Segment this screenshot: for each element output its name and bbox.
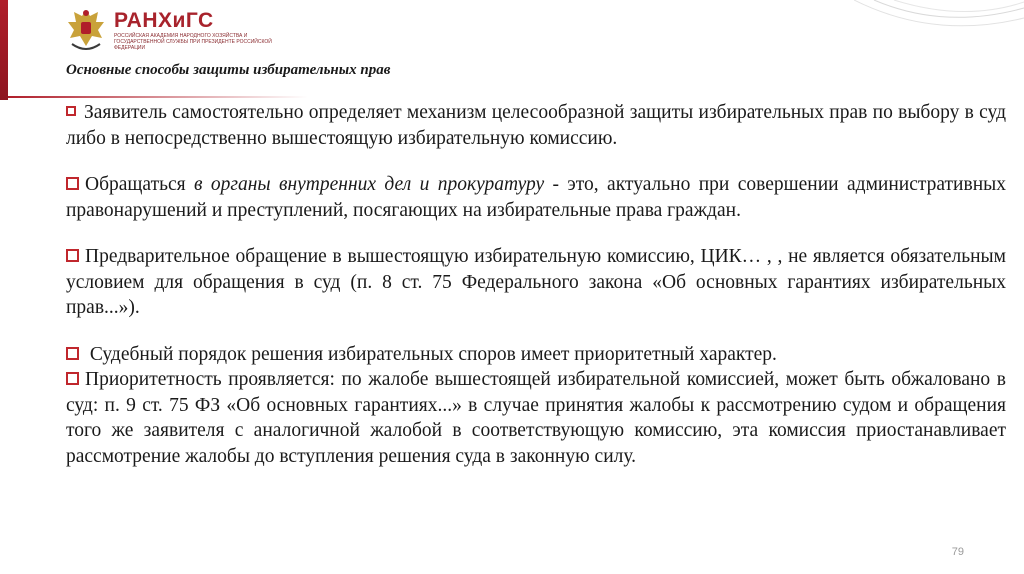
paragraph-text: Приоритетность проявляется: по жалобе вышестоящей избирательной комиссией, может быть обжаловано в суд: п. 9 ст. 75 ФЗ «Об основных гарантиях...» в случае принятия жалобы к рассмотрению судом и обращения того же заявителя с аналогичной жалобой в соответствующую комиссию, эта комиссия приостанавливает рассмотрение жалобы до вступления решения суда в законную силу. [66, 369, 1006, 467]
checkbox-bullet-icon [66, 177, 79, 190]
ranepa-logo [64, 6, 274, 54]
corner-decoration [854, 0, 1024, 60]
slide-body [66, 100, 1006, 469]
page-title: Основные способы защиты избирательных прав [66, 62, 391, 78]
paragraph-italic-text: в органы внутренних дел и прокуратуру [194, 174, 545, 195]
checkbox-bullet-icon [66, 106, 76, 116]
paragraph-text: Предварительное обращение в вышестоящую избирательную комиссию, ЦИК… , , не является обязательным условием для обращения в суд (п. 8 ст. 75 Федерального закона «Об основных гарантиях избирательных прав...»). [66, 246, 1006, 318]
left-accent-bar [0, 0, 8, 100]
paragraph-4 [66, 342, 1006, 368]
eagle-emblem-icon [64, 6, 108, 54]
logo-subtitle: РОССИЙСКАЯ АКАДЕМИЯ НАРОДНОГО ХОЗЯЙСТВА И ГОСУДАРСТВЕННОЙ СЛУЖБЫ ПРИ ПРЕЗИДЕНТЕ РОССИЙСКОЙ ФЕДЕРАЦИИ [114, 32, 272, 51]
paragraph-text: Заявитель самостоятельно определяет механизм целесообразной защиты избирательных прав по выбору в суд либо в непосредственно вышестоящую избирательную комиссию. [66, 102, 1006, 149]
paragraph-2 [66, 172, 1006, 223]
paragraph-3 [66, 244, 1006, 321]
checkbox-bullet-icon [66, 249, 79, 262]
checkbox-bullet-icon [66, 372, 79, 385]
paragraph-text: Обращаться [85, 174, 195, 195]
header-divider [8, 96, 308, 98]
page-number: 79 [951, 546, 964, 558]
paragraph-5 [66, 367, 1006, 469]
paragraph-text: - это, актуально при совершении административных правонарушений и преступлений, посягающих на избирательные права граждан. [66, 174, 1006, 221]
logo-name: РАНХиГС [114, 8, 214, 32]
paragraph-1 [66, 100, 1006, 151]
checkbox-bullet-icon [66, 347, 79, 360]
paragraph-text: Судебный порядок решения избирательных споров имеет приоритетный характер. [85, 343, 777, 365]
